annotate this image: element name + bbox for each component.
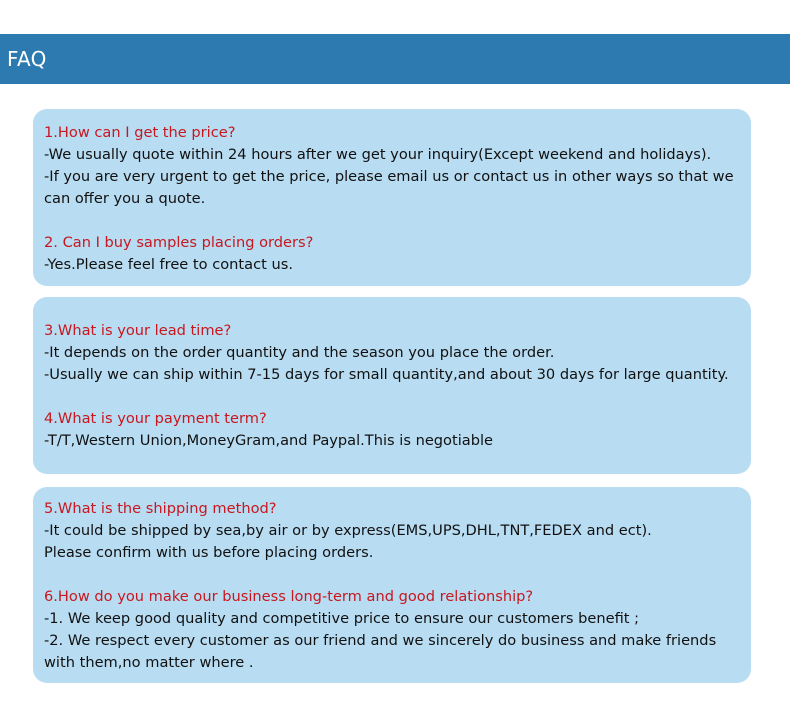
faq-question-3: 3.What is your lead time? xyxy=(44,322,232,339)
faq-question-2: 2. Can I buy samples placing orders? xyxy=(44,234,314,251)
faq-answer-4-1: -T/T,Western Union,MoneyGram,and Paypal.This is negotiable xyxy=(44,432,494,449)
faq-answer-6-2: -2. We respect every customer as our friend and we sincerely do business and make friends with them,no matter where . xyxy=(44,632,717,671)
faq-card-3 xyxy=(33,487,751,683)
faq-card-2 xyxy=(33,297,751,474)
faq-answer-6-1: -1. We keep good quality and competitive price to ensure our customers benefit ; xyxy=(44,610,640,627)
page-title: FAQ xyxy=(7,47,47,71)
faq-answer-2-1: -Yes.Please feel free to contact us. xyxy=(44,256,293,273)
faq-answer-3-2: -Usually we can ship within 7-15 days for small quantity,and about 30 days for large quantity. xyxy=(44,366,729,383)
faq-question-5: 5.What is the shipping method? xyxy=(44,500,277,517)
faq-answer-1-1: -We usually quote within 24 hours after we get your inquiry(Except weekend and holidays). xyxy=(44,146,712,163)
faq-answer-1-2: -If you are very urgent to get the price, please email us or contact us in other ways so that we can offer you a quote. xyxy=(44,168,734,207)
faq-card-1 xyxy=(33,109,751,286)
faq-answer-5-2: Please confirm with us before placing orders. xyxy=(44,544,374,561)
faq-question-4: 4.What is your payment term? xyxy=(44,410,267,427)
faq-question-6: 6.How do you make our business long-term and good relationship? xyxy=(44,588,534,605)
faq-question-1: 1.How can I get the price? xyxy=(44,124,236,141)
faq-answer-3-1: -It depends on the order quantity and the season you place the order. xyxy=(44,344,555,361)
faq-answer-5-1: -It could be shipped by sea,by air or by express(EMS,UPS,DHL,TNT,FEDEX and ect). xyxy=(44,522,652,539)
faq-header xyxy=(0,34,790,84)
